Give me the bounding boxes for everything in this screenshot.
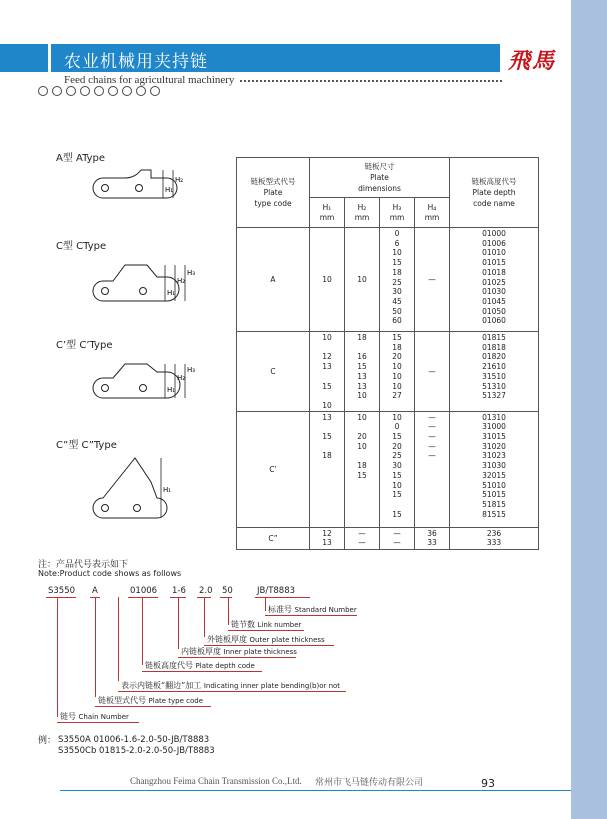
h3-cell-c-double: — — <box>380 527 415 549</box>
h2-dim-label-cp: H₂ <box>177 374 186 382</box>
code-cell-c-double: 236 333 <box>450 527 539 549</box>
annotation-links: 链节数 Link number <box>231 620 302 629</box>
h4-cell-c-double: 36 33 <box>415 527 450 549</box>
footer-company-cn: 常州市飞马链传动有限公司 <box>315 778 424 788</box>
annotation-depth-code: 链板高度代号 Plate depth code <box>145 661 255 670</box>
page-title: 农业机械用夹持链 <box>64 52 208 72</box>
header-depth-code: 链板高度代号 Plate depth code name <box>450 158 539 228</box>
page-number: 93 <box>481 777 495 790</box>
note-title-cn: 注：产品代号表示如下 <box>38 560 129 570</box>
code-cell-a: 01000 01006 01010 01015 01018 01025 01030 01045 01050 01060 <box>450 228 539 332</box>
code-part-depth: 01006 <box>130 586 158 596</box>
h1-dim-label: H₁ <box>165 186 174 194</box>
h4-cell-c: — <box>415 332 450 412</box>
header-h2: H₂ mm <box>345 198 380 228</box>
example-1: S3550A 01006-1.6-2.0-50-JB/T8883 <box>58 735 210 745</box>
annotation-standard: 标准号 Standard Number <box>268 605 357 614</box>
header-band <box>0 44 571 72</box>
h1-cell-a: 10 <box>310 228 345 332</box>
header-bracket <box>48 36 61 86</box>
plate-figure-c-prime <box>85 350 200 410</box>
header-h3: H₃ mm <box>380 198 415 228</box>
code-part-type: A <box>92 586 98 596</box>
h2-cell-c: 18 16 15 13 13 10 <box>345 332 380 412</box>
h2-dim-label-c: H₂ <box>177 277 186 285</box>
logo-text: 飛馬 <box>508 48 557 74</box>
type-label-c-double: C”型 C”Type <box>56 440 117 451</box>
h3-cell-a: 0 6 10 15 18 25 30 45 50 60 <box>380 228 415 332</box>
spec-table <box>236 157 539 550</box>
note-title-en: Note:Product code shows as follows <box>38 569 182 578</box>
type-label-c-prime: C’型 C’Type <box>56 340 113 351</box>
annotation-plate-type: 链板型式代号 Plate type code <box>98 696 204 705</box>
header-plate-type: 链板型式代号 Plate type code <box>237 158 310 228</box>
h2-cell-a: 10 <box>345 228 380 332</box>
header-h4: H₄ mm <box>415 198 450 228</box>
h2-cell-c-prime: 10 20 10 18 15 <box>345 411 380 527</box>
h1-dim-label-cp: H₁ <box>167 386 176 394</box>
code-part-outer: 2.0 <box>199 586 213 596</box>
header-dimensions: 链板尺寸 Plate dimensions <box>310 158 450 198</box>
code-cell-c-prime: 01310 31000 31015 31020 31023 31030 32015 51010 51015 51815 81515 <box>450 411 539 527</box>
page-subtitle: Feed chains for agricultural machinery <box>64 74 235 86</box>
annotation-outer-thickness: 外链板厚度 Outer plate thickness <box>207 635 325 644</box>
type-label-c: C型 CType <box>56 241 107 252</box>
h3-cell-c: 15 18 20 10 10 10 27 <box>380 332 415 412</box>
h4-cell-c-prime: — — — — — <box>415 411 450 527</box>
type-label-a: A型 AType <box>56 153 106 164</box>
annotation-bending: 表示内链板“翻边”加工 Indicating inner plate bending(b)or not <box>121 681 341 690</box>
example-2: S3550Cb 01815-2.0-2.0-50-JB/T8883 <box>58 746 215 756</box>
h1-cell-c: 10 12 13 15 10 <box>310 332 345 412</box>
annotation-inner-thickness: 内链板厚度 Inner plate thickness <box>181 647 297 656</box>
example-label: 例： <box>38 736 57 746</box>
decorative-circles <box>38 86 160 96</box>
type-cell-c-prime: C’ <box>237 411 310 527</box>
code-part-links: 50 <box>222 586 233 596</box>
code-part-inner: 1-6 <box>172 586 186 596</box>
header-h1: H₁ mm <box>310 198 345 228</box>
type-cell-c: C <box>237 332 310 412</box>
h1-dim-label-cd: H₁ <box>163 486 172 494</box>
h4-cell-a: — <box>415 228 450 332</box>
code-cell-c: 01815 01818 01820 21610 31510 51310 51327 <box>450 332 539 412</box>
side-stripe <box>571 0 607 819</box>
code-part-standard: JB/T8883 <box>257 586 296 596</box>
h3-dim-label-c: H₃ <box>187 269 196 277</box>
footer-company-en: Changzhou Feima Chain Transmission Co.,Ltd. <box>130 776 302 786</box>
footer-divider <box>60 790 571 791</box>
plate-figure-a <box>85 160 195 210</box>
plate-figure-c <box>85 253 200 313</box>
code-part-chain: S3550 <box>48 586 76 596</box>
h2-dim-label: H₂ <box>175 176 184 184</box>
h3-dim-label-cp: H₃ <box>187 366 196 374</box>
annotation-chain-number: 链号 Chain Number <box>60 712 129 721</box>
dotted-divider <box>240 80 502 82</box>
h2-cell-c-double: — — <box>345 527 380 549</box>
plate-figure-c-double <box>85 450 185 530</box>
type-cell-c-double: C” <box>237 527 310 549</box>
type-cell-a: A <box>237 228 310 332</box>
h1-cell-c-double: 12 13 <box>310 527 345 549</box>
h3-cell-c-prime: 10 0 15 20 25 30 15 10 15 15 <box>380 411 415 527</box>
h1-dim-label-c: H₁ <box>167 289 176 297</box>
h1-cell-c-prime: 13 15 18 <box>310 411 345 527</box>
logo <box>500 40 571 76</box>
